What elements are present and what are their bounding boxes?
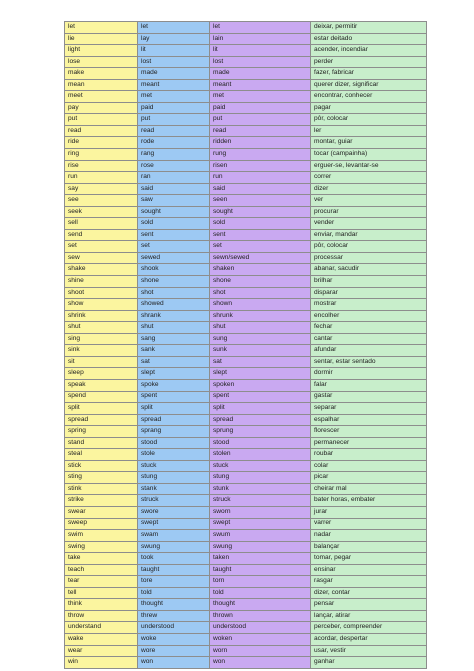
past-simple-cell: stood	[138, 437, 210, 449]
past-simple-cell: meant	[138, 79, 210, 91]
translation-cell: brilhar	[311, 276, 427, 288]
infinitive-cell: rise	[65, 160, 138, 172]
translation-cell: querer dizer, significar	[311, 79, 427, 91]
past-participle-cell: won	[210, 657, 311, 669]
infinitive-cell: spend	[65, 391, 138, 403]
infinitive-cell: spread	[65, 414, 138, 426]
table-row	[65, 587, 427, 599]
translation-cell: gastar	[311, 391, 427, 403]
table-row	[65, 114, 427, 126]
translation-cell: abanar, sacudir	[311, 264, 427, 276]
infinitive-cell: sell	[65, 218, 138, 230]
table-row	[65, 403, 427, 415]
past-simple-cell: swept	[138, 518, 210, 530]
table-row	[65, 149, 427, 161]
infinitive-cell: ring	[65, 149, 138, 161]
table-row	[65, 564, 427, 576]
past-participle-cell: thrown	[210, 610, 311, 622]
past-simple-cell: put	[138, 114, 210, 126]
past-participle-cell: told	[210, 587, 311, 599]
infinitive-cell: sweep	[65, 518, 138, 530]
translation-cell: separar	[311, 403, 427, 415]
past-simple-cell: made	[138, 68, 210, 80]
table-row	[65, 657, 427, 669]
infinitive-cell: stand	[65, 437, 138, 449]
translation-cell: mostrar	[311, 299, 427, 311]
past-simple-cell: rang	[138, 149, 210, 161]
translation-cell: encontrar, conhecer	[311, 91, 427, 103]
infinitive-cell: spring	[65, 426, 138, 438]
past-simple-cell: struck	[138, 495, 210, 507]
table-row	[65, 322, 427, 334]
past-simple-cell: lay	[138, 33, 210, 45]
infinitive-cell: lie	[65, 33, 138, 45]
past-participle-cell: slept	[210, 368, 311, 380]
translation-cell: espalhar	[311, 414, 427, 426]
translation-cell: afundar	[311, 345, 427, 357]
table-row	[65, 68, 427, 80]
table-row	[65, 229, 427, 241]
translation-cell: pagar	[311, 102, 427, 114]
past-simple-cell: met	[138, 91, 210, 103]
translation-cell: acender, incendiar	[311, 45, 427, 57]
past-participle-cell: stolen	[210, 449, 311, 461]
translation-cell: colar	[311, 460, 427, 472]
past-simple-cell: swung	[138, 541, 210, 553]
past-simple-cell: sewed	[138, 252, 210, 264]
translation-cell: vender	[311, 218, 427, 230]
past-participle-cell: swept	[210, 518, 311, 530]
past-simple-cell: shone	[138, 276, 210, 288]
past-participle-cell: sworn	[210, 506, 311, 518]
past-simple-cell: stung	[138, 472, 210, 484]
infinitive-cell: swing	[65, 541, 138, 553]
past-participle-cell: lain	[210, 33, 311, 45]
past-participle-cell: understood	[210, 622, 311, 634]
past-participle-cell: sprung	[210, 426, 311, 438]
translation-cell: jurar	[311, 506, 427, 518]
past-simple-cell: threw	[138, 610, 210, 622]
past-participle-cell: run	[210, 172, 311, 184]
table-row	[65, 368, 427, 380]
translation-cell: sentar, estar sentado	[311, 356, 427, 368]
infinitive-cell: tear	[65, 576, 138, 588]
table-row	[65, 379, 427, 391]
infinitive-cell: mean	[65, 79, 138, 91]
translation-cell: tomar, pegar	[311, 553, 427, 565]
table-row	[65, 287, 427, 299]
translation-cell: erguer-se, levantar-se	[311, 160, 427, 172]
past-simple-cell: showed	[138, 299, 210, 311]
past-simple-cell: woke	[138, 633, 210, 645]
infinitive-cell: sit	[65, 356, 138, 368]
past-participle-cell: ridden	[210, 137, 311, 149]
past-simple-cell: swore	[138, 506, 210, 518]
translation-cell: pôr, colocar	[311, 114, 427, 126]
infinitive-cell: speak	[65, 379, 138, 391]
infinitive-cell: shake	[65, 264, 138, 276]
translation-cell: procurar	[311, 206, 427, 218]
infinitive-cell: sleep	[65, 368, 138, 380]
table-row	[65, 264, 427, 276]
table-row	[65, 102, 427, 114]
table-row	[65, 33, 427, 45]
translation-cell: permanecer	[311, 437, 427, 449]
translation-cell: roubar	[311, 449, 427, 461]
infinitive-cell: steal	[65, 449, 138, 461]
infinitive-cell: set	[65, 241, 138, 253]
past-participle-cell: sought	[210, 206, 311, 218]
table-row	[65, 483, 427, 495]
past-participle-cell: stuck	[210, 460, 311, 472]
table-row	[65, 206, 427, 218]
infinitive-cell: strike	[65, 495, 138, 507]
infinitive-cell: sing	[65, 333, 138, 345]
table-row	[65, 218, 427, 230]
infinitive-cell: ride	[65, 137, 138, 149]
translation-cell: lançar, atirar	[311, 610, 427, 622]
past-simple-cell: split	[138, 403, 210, 415]
infinitive-cell: pay	[65, 102, 138, 114]
past-simple-cell: let	[138, 22, 210, 34]
table-row	[65, 553, 427, 565]
past-participle-cell: split	[210, 403, 311, 415]
past-participle-cell: swum	[210, 530, 311, 542]
table-row	[65, 472, 427, 484]
translation-cell: enviar, mandar	[311, 229, 427, 241]
past-participle-cell: shot	[210, 287, 311, 299]
table-row	[65, 610, 427, 622]
translation-cell: encolher	[311, 310, 427, 322]
translation-cell: varrer	[311, 518, 427, 530]
translation-cell: ensinar	[311, 564, 427, 576]
past-participle-cell: made	[210, 68, 311, 80]
table-row	[65, 195, 427, 207]
table-row	[65, 45, 427, 57]
past-simple-cell: shot	[138, 287, 210, 299]
infinitive-cell: run	[65, 172, 138, 184]
past-simple-cell: won	[138, 657, 210, 669]
infinitive-cell: say	[65, 183, 138, 195]
past-simple-cell: shut	[138, 322, 210, 334]
translation-cell: nadar	[311, 530, 427, 542]
table-row	[65, 633, 427, 645]
past-simple-cell: lost	[138, 56, 210, 68]
table-row	[65, 56, 427, 68]
past-participle-cell: woken	[210, 633, 311, 645]
infinitive-cell: swim	[65, 530, 138, 542]
translation-cell: processar	[311, 252, 427, 264]
past-simple-cell: sank	[138, 345, 210, 357]
infinitive-cell: understand	[65, 622, 138, 634]
past-participle-cell: met	[210, 91, 311, 103]
table-row	[65, 530, 427, 542]
past-participle-cell: stunk	[210, 483, 311, 495]
past-simple-cell: stank	[138, 483, 210, 495]
past-simple-cell: sat	[138, 356, 210, 368]
table-row	[65, 356, 427, 368]
table-row	[65, 599, 427, 611]
translation-cell: cantar	[311, 333, 427, 345]
translation-cell: ler	[311, 125, 427, 137]
table-row	[65, 22, 427, 34]
past-simple-cell: sprang	[138, 426, 210, 438]
translation-cell: picar	[311, 472, 427, 484]
infinitive-cell: make	[65, 68, 138, 80]
past-participle-cell: read	[210, 125, 311, 137]
infinitive-cell: tell	[65, 587, 138, 599]
past-simple-cell: saw	[138, 195, 210, 207]
table-body	[65, 22, 427, 669]
translation-cell: rasgar	[311, 576, 427, 588]
past-simple-cell: swam	[138, 530, 210, 542]
infinitive-cell: meet	[65, 91, 138, 103]
past-participle-cell: sold	[210, 218, 311, 230]
past-participle-cell: lost	[210, 56, 311, 68]
past-simple-cell: rose	[138, 160, 210, 172]
infinitive-cell: take	[65, 553, 138, 565]
table-row	[65, 183, 427, 195]
infinitive-cell: sting	[65, 472, 138, 484]
past-participle-cell: worn	[210, 645, 311, 657]
translation-cell: perder	[311, 56, 427, 68]
past-simple-cell: told	[138, 587, 210, 599]
past-simple-cell: stole	[138, 449, 210, 461]
infinitive-cell: read	[65, 125, 138, 137]
past-participle-cell: spread	[210, 414, 311, 426]
translation-cell: fazer, fabricar	[311, 68, 427, 80]
past-participle-cell: paid	[210, 102, 311, 114]
past-simple-cell: taught	[138, 564, 210, 576]
past-participle-cell: shut	[210, 322, 311, 334]
translation-cell: dizer, contar	[311, 587, 427, 599]
past-participle-cell: sent	[210, 229, 311, 241]
table-row	[65, 541, 427, 553]
translation-cell: pôr, colocar	[311, 241, 427, 253]
infinitive-cell: swear	[65, 506, 138, 518]
past-simple-cell: set	[138, 241, 210, 253]
past-participle-cell: taught	[210, 564, 311, 576]
past-participle-cell: struck	[210, 495, 311, 507]
past-participle-cell: sewn/sewed	[210, 252, 311, 264]
infinitive-cell: win	[65, 657, 138, 669]
table-row	[65, 449, 427, 461]
irregular-verbs-table	[64, 21, 427, 669]
table-row	[65, 276, 427, 288]
table-row	[65, 125, 427, 137]
translation-cell: dizer	[311, 183, 427, 195]
infinitive-cell: shut	[65, 322, 138, 334]
table-row	[65, 645, 427, 657]
past-simple-cell: sought	[138, 206, 210, 218]
translation-cell: disparar	[311, 287, 427, 299]
table-row	[65, 299, 427, 311]
table-row	[65, 310, 427, 322]
infinitive-cell: stick	[65, 460, 138, 472]
table-row	[65, 622, 427, 634]
table-row	[65, 437, 427, 449]
past-simple-cell: shrank	[138, 310, 210, 322]
translation-cell: tocar (campainha)	[311, 149, 427, 161]
past-simple-cell: thought	[138, 599, 210, 611]
translation-cell: bater horas, embater	[311, 495, 427, 507]
infinitive-cell: wear	[65, 645, 138, 657]
past-simple-cell: slept	[138, 368, 210, 380]
infinitive-cell: see	[65, 195, 138, 207]
past-simple-cell: shook	[138, 264, 210, 276]
past-participle-cell: let	[210, 22, 311, 34]
infinitive-cell: let	[65, 22, 138, 34]
past-simple-cell: sent	[138, 229, 210, 241]
infinitive-cell: shine	[65, 276, 138, 288]
table-row	[65, 460, 427, 472]
past-participle-cell: lit	[210, 45, 311, 57]
past-simple-cell: spent	[138, 391, 210, 403]
past-simple-cell: lit	[138, 45, 210, 57]
translation-cell: cheirar mal	[311, 483, 427, 495]
translation-cell: perceber, compreender	[311, 622, 427, 634]
infinitive-cell: seek	[65, 206, 138, 218]
past-participle-cell: taken	[210, 553, 311, 565]
table-row	[65, 252, 427, 264]
past-participle-cell: put	[210, 114, 311, 126]
table-row	[65, 506, 427, 518]
infinitive-cell: show	[65, 299, 138, 311]
table-row	[65, 495, 427, 507]
past-simple-cell: ran	[138, 172, 210, 184]
table-row	[65, 91, 427, 103]
infinitive-cell: light	[65, 45, 138, 57]
table-row	[65, 391, 427, 403]
infinitive-cell: stink	[65, 483, 138, 495]
table-row	[65, 160, 427, 172]
past-participle-cell: sat	[210, 356, 311, 368]
translation-cell: balançar	[311, 541, 427, 553]
translation-cell: ganhar	[311, 657, 427, 669]
past-participle-cell: seen	[210, 195, 311, 207]
past-participle-cell: said	[210, 183, 311, 195]
past-participle-cell: rung	[210, 149, 311, 161]
infinitive-cell: sink	[65, 345, 138, 357]
past-participle-cell: shrunk	[210, 310, 311, 322]
infinitive-cell: sew	[65, 252, 138, 264]
table-row	[65, 426, 427, 438]
past-simple-cell: paid	[138, 102, 210, 114]
table-row	[65, 172, 427, 184]
past-participle-cell: sung	[210, 333, 311, 345]
past-participle-cell: shone	[210, 276, 311, 288]
translation-cell: correr	[311, 172, 427, 184]
infinitive-cell: shrink	[65, 310, 138, 322]
infinitive-cell: teach	[65, 564, 138, 576]
past-participle-cell: stood	[210, 437, 311, 449]
translation-cell: fechar	[311, 322, 427, 334]
table-row	[65, 79, 427, 91]
translation-cell: usar, vestir	[311, 645, 427, 657]
past-simple-cell: read	[138, 125, 210, 137]
past-participle-cell: meant	[210, 79, 311, 91]
translation-cell: pensar	[311, 599, 427, 611]
translation-cell: estar deitado	[311, 33, 427, 45]
past-simple-cell: spoke	[138, 379, 210, 391]
past-participle-cell: risen	[210, 160, 311, 172]
past-participle-cell: sunk	[210, 345, 311, 357]
past-participle-cell: spent	[210, 391, 311, 403]
translation-cell: dormir	[311, 368, 427, 380]
translation-cell: acordar, despertar	[311, 633, 427, 645]
past-simple-cell: wore	[138, 645, 210, 657]
past-participle-cell: shown	[210, 299, 311, 311]
translation-cell: deixar, permitir	[311, 22, 427, 34]
table-row	[65, 518, 427, 530]
past-simple-cell: spread	[138, 414, 210, 426]
table-row	[65, 414, 427, 426]
translation-cell: falar	[311, 379, 427, 391]
table-row	[65, 345, 427, 357]
translation-cell: montar, guiar	[311, 137, 427, 149]
infinitive-cell: throw	[65, 610, 138, 622]
infinitive-cell: send	[65, 229, 138, 241]
infinitive-cell: think	[65, 599, 138, 611]
table-row	[65, 333, 427, 345]
table-row	[65, 241, 427, 253]
past-simple-cell: sold	[138, 218, 210, 230]
infinitive-cell: lose	[65, 56, 138, 68]
infinitive-cell: split	[65, 403, 138, 415]
past-simple-cell: rode	[138, 137, 210, 149]
translation-cell: florescer	[311, 426, 427, 438]
past-simple-cell: sang	[138, 333, 210, 345]
past-simple-cell: stuck	[138, 460, 210, 472]
past-participle-cell: spoken	[210, 379, 311, 391]
past-participle-cell: set	[210, 241, 311, 253]
past-simple-cell: tore	[138, 576, 210, 588]
past-participle-cell: thought	[210, 599, 311, 611]
infinitive-cell: shoot	[65, 287, 138, 299]
table-row	[65, 576, 427, 588]
past-participle-cell: swung	[210, 541, 311, 553]
infinitive-cell: put	[65, 114, 138, 126]
past-simple-cell: took	[138, 553, 210, 565]
translation-cell: ver	[311, 195, 427, 207]
table-row	[65, 137, 427, 149]
past-simple-cell: said	[138, 183, 210, 195]
past-participle-cell: torn	[210, 576, 311, 588]
past-simple-cell: understood	[138, 622, 210, 634]
infinitive-cell: wake	[65, 633, 138, 645]
past-participle-cell: stung	[210, 472, 311, 484]
past-participle-cell: shaken	[210, 264, 311, 276]
